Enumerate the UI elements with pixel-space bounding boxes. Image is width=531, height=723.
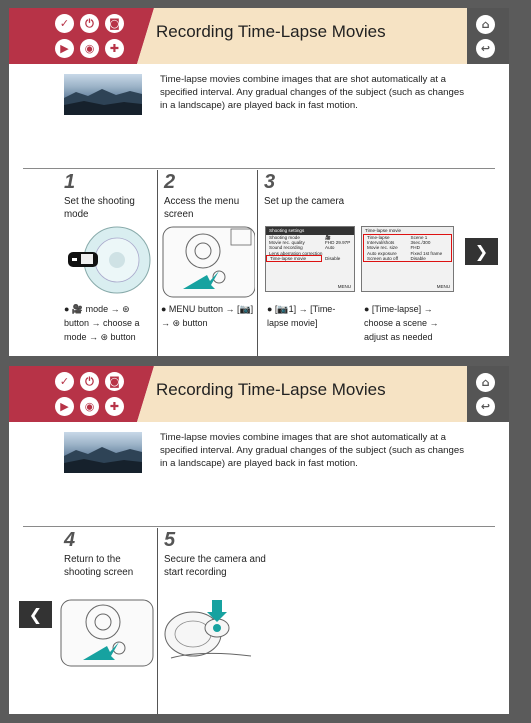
camera-icon[interactable]: ◙ xyxy=(105,372,124,391)
step-number: 4 xyxy=(64,529,76,551)
step-title: Set up the camera xyxy=(264,196,345,207)
check-icon[interactable]: ✓ xyxy=(55,14,74,33)
shooting-settings-screen: Shooting settings Shooting mode Movie rec. quality Sound recording Lens aberration correction Time-lapse movie 🎥 FHD 29.97P Auto Disable MENU xyxy=(265,226,355,292)
intro-text: Time-lapse movies combine images that are shot automatically at a specified interval. Any gradual changes of the subject (such as changes in a landscape) are played back in fast motion. xyxy=(160,432,464,469)
mode-dial-illustration xyxy=(64,220,154,302)
power-icon[interactable]: ⏻ xyxy=(80,14,99,33)
wireless-icon[interactable]: ◉ xyxy=(80,397,99,416)
camera-icon[interactable]: ◙ xyxy=(105,14,124,33)
guide-page-1 xyxy=(9,8,509,356)
landscape-thumbnail xyxy=(64,432,142,473)
wireless-icon[interactable]: ◉ xyxy=(80,39,99,58)
step-instruction: ● 🎥 mode → ⊛ button → choose a mode → ⊛ button xyxy=(64,304,140,342)
next-page-button[interactable]: ❯ xyxy=(465,238,498,265)
back-icon[interactable]: ↩ xyxy=(476,397,495,416)
check-icon[interactable]: ✓ xyxy=(55,372,74,391)
step-instruction: ● [Time-lapse] → choose a scene → adjust as needed xyxy=(364,304,439,342)
page-title: Recording Time-Lapse Movies xyxy=(156,22,386,41)
step-number: 1 xyxy=(64,171,76,193)
page-title: Recording Time-Lapse Movies xyxy=(156,380,386,399)
step-instruction: ● MENU button → [📷] → ⊛ button xyxy=(161,304,254,328)
camera-back-illustration xyxy=(59,598,155,668)
step-title: Secure the camera and start recording xyxy=(164,554,266,578)
home-icon[interactable]: ⌂ xyxy=(476,15,495,34)
time-lapse-menu-screen: Time-lapse movie Time-lapse Interval/shots Movie rec. size Auto exposure Screen auto off Scene 1 3sec./300 FHD Fixed 1st frame Disable MENU xyxy=(361,226,454,292)
power-icon[interactable]: ⏻ xyxy=(80,372,99,391)
playback-icon[interactable]: ▶ xyxy=(55,39,74,58)
screen-title: Shooting settings xyxy=(266,227,354,235)
landscape-thumbnail xyxy=(64,74,142,115)
step-title: Access the menu screen xyxy=(164,196,240,220)
highlighted-row: Time-lapse movie xyxy=(267,256,321,261)
intro-text: Time-lapse movies combine images that are shot automatically at a specified interval. Any gradual changes of the subject (such as changes in a landscape) are played back in fast motion. xyxy=(160,74,464,111)
step-title: Set the shooting mode xyxy=(64,196,135,220)
wrench-icon[interactable]: ✚ xyxy=(105,397,124,416)
playback-icon[interactable]: ▶ xyxy=(55,397,74,416)
previous-page-button[interactable]: ❮ xyxy=(19,601,52,628)
shutter-button-illustration xyxy=(161,598,261,662)
page-header xyxy=(9,8,509,64)
camera-back-illustration xyxy=(161,223,255,303)
back-icon[interactable]: ↩ xyxy=(476,39,495,58)
step-number: 2 xyxy=(164,171,176,193)
step-number: 5 xyxy=(164,529,176,551)
home-icon[interactable]: ⌂ xyxy=(476,373,495,392)
page-header xyxy=(9,366,509,422)
section-divider xyxy=(23,526,495,527)
section-divider xyxy=(23,168,495,169)
step-number: 3 xyxy=(264,171,276,193)
step-instruction: ● [📷1] → [Time-lapse movie] xyxy=(267,304,336,328)
screen-title: Time-lapse movie xyxy=(362,227,453,235)
guide-page-2 xyxy=(9,366,509,714)
wrench-icon[interactable]: ✚ xyxy=(105,39,124,58)
step-title: Return to the shooting screen xyxy=(64,554,134,578)
